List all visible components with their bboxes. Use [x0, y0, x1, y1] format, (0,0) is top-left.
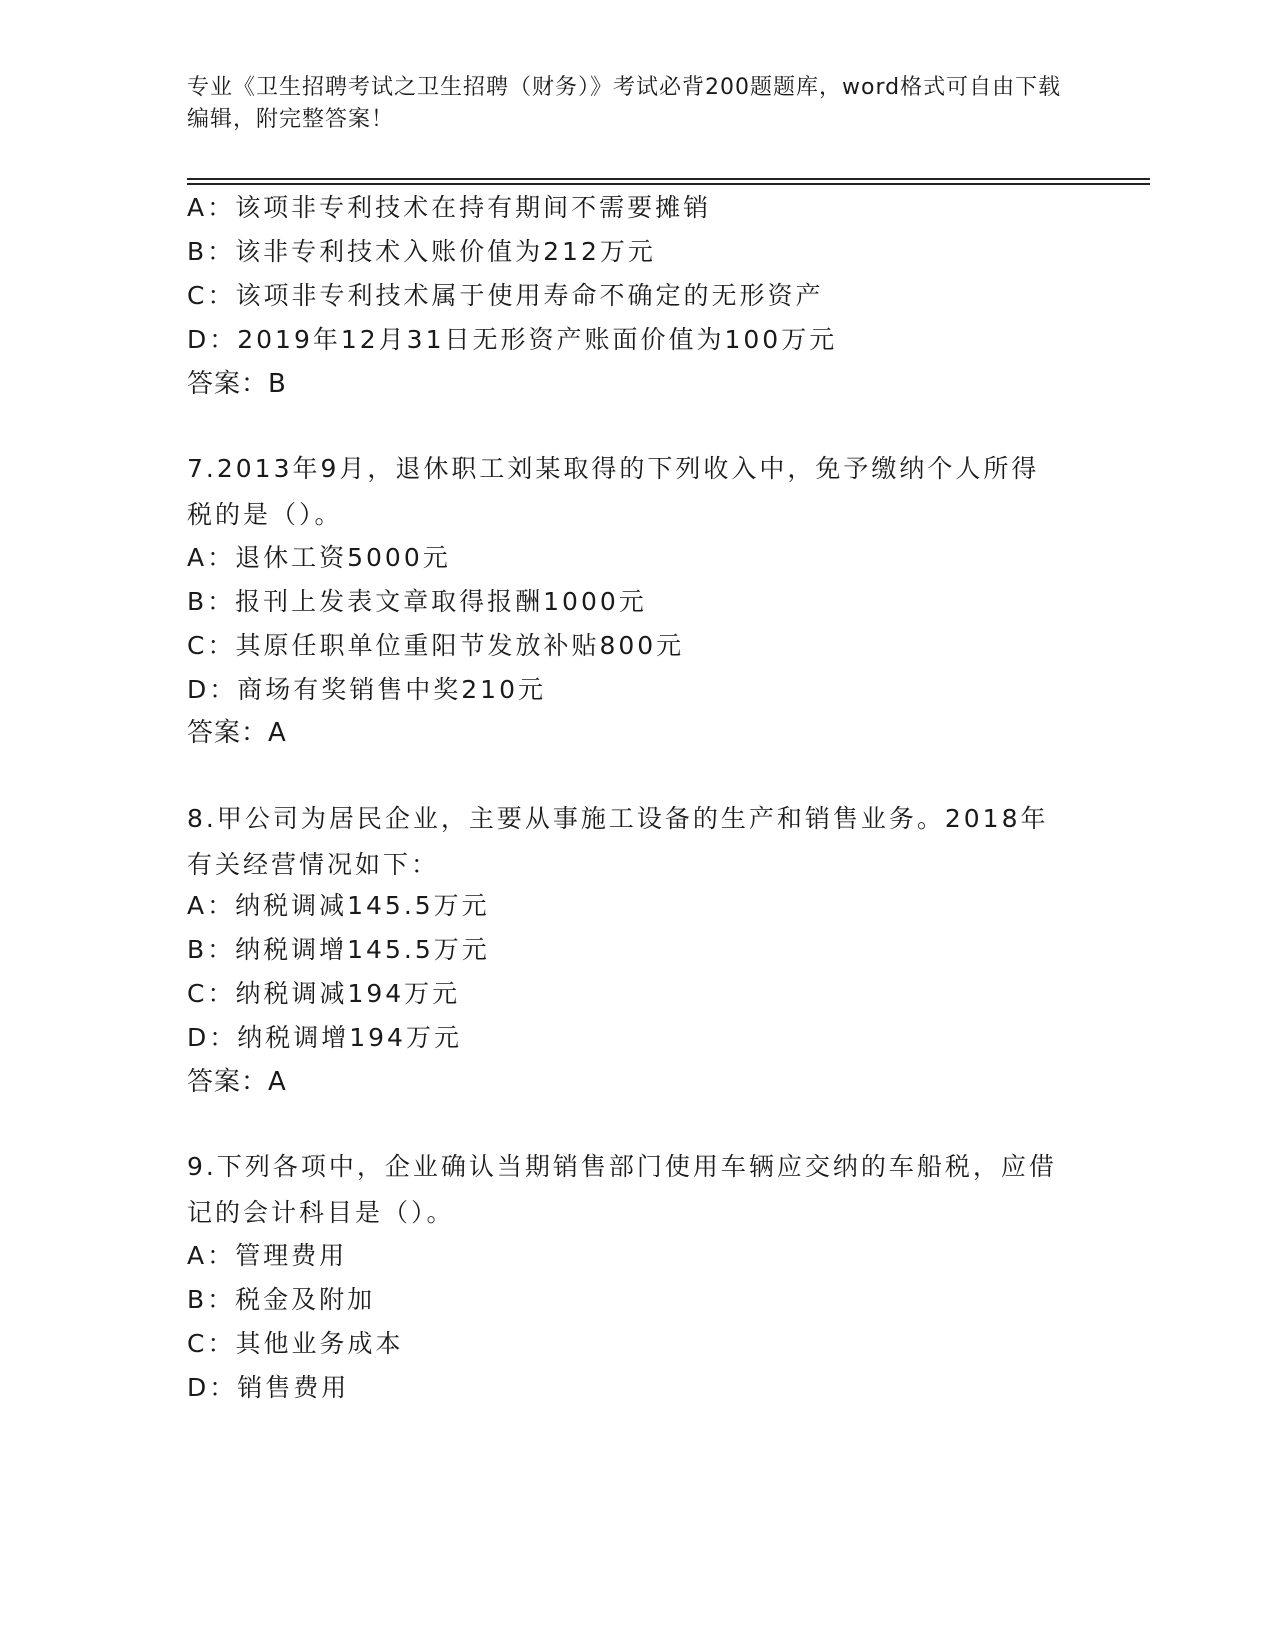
q8-stem: 8.甲公司为居民企业，主要从事施工设备的生产和销售业务。2018年有关经营情况如下：: [187, 804, 1049, 879]
q7-stem: 7.2013年9月，退休职工刘某取得的下列收入中，免予缴纳个人所得税的是（）。: [187, 454, 1040, 529]
q7-option-c: C：其原任职单位重阳节发放补贴800元: [187, 631, 685, 660]
q8-option-c: C：纳税调减194万元: [187, 979, 461, 1008]
q7-answer: 答案：A: [187, 718, 287, 748]
q9-option-b: B：税金及附加: [187, 1285, 376, 1314]
q9-option-d: D：销售费用: [187, 1373, 350, 1402]
q6-option-b: B：该非专利技术入账价值为212万元: [187, 237, 656, 266]
document-intro: 专业《卫生招聘考试之卫生招聘（财务）》考试必背200题题库，word格式可自由下载编辑，附完整答案！: [187, 75, 1062, 132]
header-divider-bottom: [187, 183, 1150, 185]
q8-option-a: A：纳税调减145.5万元: [187, 891, 490, 920]
q8-option-d: D：纳税调增194万元: [187, 1023, 462, 1052]
q9-option-c: C：其他业务成本: [187, 1329, 404, 1358]
q7-option-a: A：退休工资5000元: [187, 543, 451, 572]
q8-answer: 答案：A: [187, 1067, 287, 1097]
q7-option-b: B：报刊上发表文章取得报酬1000元: [187, 587, 647, 616]
q8-option-b: B：纳税调增145.5万元: [187, 935, 490, 964]
q6-answer: 答案：B: [187, 369, 287, 399]
q6-option-c: C：该项非专利技术属于使用寿命不确定的无形资产: [187, 281, 824, 310]
q6-option-a: A：该项非专利技术在持有期间不需要摊销: [187, 193, 712, 222]
q6-option-d: D：2019年12月31日无形资产账面价值为100万元: [187, 325, 838, 354]
header-divider-top: [187, 178, 1150, 180]
q9-option-a: A：管理费用: [187, 1241, 348, 1270]
q9-stem: 9.下列各项中，企业确认当期销售部门使用车辆应交纳的车船税，应借记的会计科目是（）。: [187, 1152, 1057, 1227]
q7-option-d: D：商场有奖销售中奖210元: [187, 675, 546, 704]
